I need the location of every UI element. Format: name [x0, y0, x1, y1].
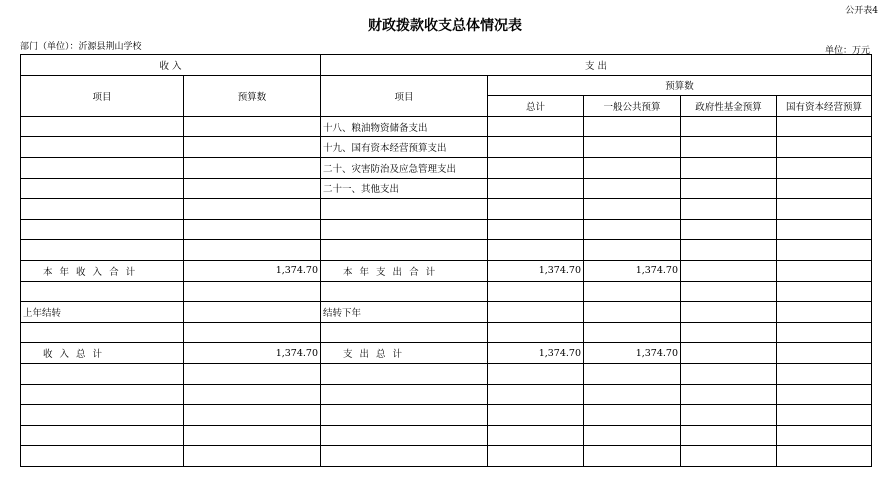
total-cell: [488, 363, 584, 384]
fund-budget-cell: [681, 302, 777, 323]
page-title: 财政拨款收支总体情况表: [368, 18, 522, 34]
total-cell: [488, 405, 584, 426]
table-row: [21, 178, 872, 199]
table-row: [21, 322, 872, 343]
general-budget-cell: [584, 322, 681, 343]
soe-budget-header: 国有资本经营预算: [777, 96, 872, 117]
income-budget-cell: [184, 219, 321, 240]
table-row: [21, 302, 872, 323]
general-budget-cell: [584, 384, 681, 405]
income-budget-cell: [184, 137, 321, 158]
general-budget-cell: [584, 281, 681, 302]
income-item-cell: 收 入 总 计: [21, 343, 184, 364]
general-budget-header: 一般公共预算: [584, 96, 681, 117]
income-item-cell: 上年结转: [21, 302, 184, 323]
income-item-cell: [21, 281, 184, 302]
income-budget-cell: [184, 446, 321, 467]
soe-budget-cell: [777, 343, 872, 364]
income-item-cell: [21, 137, 184, 158]
income-budget-cell: [184, 302, 321, 323]
income-budget-cell: [184, 157, 321, 178]
soe-budget-cell: [777, 157, 872, 178]
income-item-cell: [21, 240, 184, 261]
expense-budget-group-header: 预算数: [488, 75, 872, 96]
soe-budget-cell: [777, 446, 872, 467]
expense-item-cell: 二十一、其他支出: [321, 178, 488, 199]
general-budget-cell: [584, 240, 681, 261]
income-budget-cell: [184, 405, 321, 426]
expense-item-cell: 本 年 支 出 合 计: [321, 260, 488, 281]
income-budget-cell: [184, 281, 321, 302]
fund-budget-cell: [681, 178, 777, 199]
income-budget-cell: [184, 178, 321, 199]
general-budget-cell: 1,374.70: [584, 260, 681, 281]
general-budget-cell: [584, 178, 681, 199]
table-row: [21, 343, 872, 364]
total-header: 总计: [488, 96, 584, 117]
table-row: [21, 116, 872, 137]
soe-budget-cell: [777, 240, 872, 261]
general-budget-cell: 1,374.70: [584, 343, 681, 364]
income-budget-cell: 1,374.70: [184, 260, 321, 281]
income-item-cell: [21, 116, 184, 137]
expense-item-cell: [321, 384, 488, 405]
general-budget-cell: [584, 157, 681, 178]
fund-budget-cell: [681, 281, 777, 302]
income-budget-cell: [184, 425, 321, 446]
income-item-cell: [21, 384, 184, 405]
soe-budget-cell: [777, 199, 872, 220]
expense-item-cell: [321, 219, 488, 240]
table-row: [21, 219, 872, 240]
soe-budget-cell: [777, 405, 872, 426]
expense-item-cell: [321, 363, 488, 384]
income-item-cell: [21, 199, 184, 220]
expense-item-cell: [321, 446, 488, 467]
income-item-cell: [21, 405, 184, 426]
expense-item-cell: [321, 322, 488, 343]
soe-budget-cell: [777, 178, 872, 199]
soe-budget-cell: [777, 302, 872, 323]
income-item-cell: [21, 363, 184, 384]
income-budget-cell: [184, 384, 321, 405]
fund-budget-cell: [681, 322, 777, 343]
income-item-cell: 本 年 收 入 合 计: [21, 260, 184, 281]
general-budget-cell: [584, 446, 681, 467]
expense-group-header: 支 出: [321, 55, 872, 76]
general-budget-cell: [584, 219, 681, 240]
income-item-cell: [21, 157, 184, 178]
general-budget-cell: [584, 405, 681, 426]
expense-item-cell: [321, 199, 488, 220]
general-budget-cell: [584, 425, 681, 446]
unit-label: 单位：万元: [824, 46, 870, 56]
income-budget-cell: [184, 240, 321, 261]
income-item-cell: [21, 219, 184, 240]
total-cell: [488, 322, 584, 343]
total-cell: [488, 446, 584, 467]
total-cell: [488, 199, 584, 220]
table-row: [21, 260, 872, 281]
table-row: [21, 425, 872, 446]
soe-budget-cell: [777, 116, 872, 137]
expense-item-cell: 二十、灾害防治及应急管理支出: [321, 157, 488, 178]
general-budget-cell: [584, 116, 681, 137]
expense-item-cell: 十八、粮油物资储备支出: [321, 116, 488, 137]
fund-budget-cell: [681, 199, 777, 220]
fund-budget-header: 政府性基金预算: [681, 96, 777, 117]
fund-budget-cell: [681, 425, 777, 446]
fund-budget-cell: [681, 116, 777, 137]
budget-table: [20, 54, 872, 467]
expense-item-cell: 支 出 总 计: [321, 343, 488, 364]
expense-item-cell: [321, 281, 488, 302]
total-cell: 1,374.70: [488, 343, 584, 364]
fund-budget-cell: [681, 405, 777, 426]
income-budget-cell: [184, 363, 321, 384]
table-body: [21, 116, 872, 466]
fund-budget-cell: [681, 343, 777, 364]
soe-budget-cell: [777, 363, 872, 384]
fund-budget-cell: [681, 363, 777, 384]
fund-budget-cell: [681, 446, 777, 467]
fund-budget-cell: [681, 137, 777, 158]
corner-tag: 公开表4: [845, 6, 878, 16]
total-cell: [488, 240, 584, 261]
fund-budget-cell: [681, 260, 777, 281]
general-budget-cell: [584, 137, 681, 158]
total-cell: [488, 116, 584, 137]
expense-item-cell: 十九、国有资本经营预算支出: [321, 137, 488, 158]
income-budget-header: 预算数: [184, 75, 321, 116]
table-row: [21, 157, 872, 178]
table-row: [21, 199, 872, 220]
soe-budget-cell: [777, 384, 872, 405]
soe-budget-cell: [777, 322, 872, 343]
fund-budget-cell: [681, 157, 777, 178]
income-budget-cell: [184, 322, 321, 343]
total-cell: [488, 302, 584, 323]
income-budget-cell: [184, 199, 321, 220]
expense-item-cell: [321, 405, 488, 426]
fund-budget-cell: [681, 384, 777, 405]
general-budget-cell: [584, 363, 681, 384]
soe-budget-cell: [777, 219, 872, 240]
income-group-header: 收 入: [21, 55, 321, 76]
total-cell: [488, 384, 584, 405]
general-budget-cell: [584, 302, 681, 323]
fund-budget-cell: [681, 240, 777, 261]
table-row: [21, 363, 872, 384]
table-row: [21, 137, 872, 158]
table-row: [21, 240, 872, 261]
expense-item-cell: 结转下年: [321, 302, 488, 323]
total-cell: [488, 281, 584, 302]
fund-budget-cell: [681, 219, 777, 240]
expense-item-cell: [321, 240, 488, 261]
expense-item-cell: [321, 425, 488, 446]
table-row: [21, 281, 872, 302]
total-cell: [488, 219, 584, 240]
general-budget-cell: [584, 199, 681, 220]
soe-budget-cell: [777, 137, 872, 158]
soe-budget-cell: [777, 425, 872, 446]
total-cell: 1,374.70: [488, 260, 584, 281]
total-cell: [488, 425, 584, 446]
income-item-cell: [21, 178, 184, 199]
soe-budget-cell: [777, 281, 872, 302]
income-item-cell: [21, 322, 184, 343]
income-item-cell: [21, 425, 184, 446]
income-item-header: 项目: [21, 75, 184, 116]
total-cell: [488, 178, 584, 199]
income-budget-cell: 1,374.70: [184, 343, 321, 364]
income-budget-cell: [184, 116, 321, 137]
table-row: [21, 405, 872, 426]
total-cell: [488, 137, 584, 158]
table-row: [21, 384, 872, 405]
department-label: 部门（单位）：沂源县荆山学校: [20, 42, 142, 52]
income-item-cell: [21, 446, 184, 467]
total-cell: [488, 157, 584, 178]
expense-item-header: 项目: [321, 75, 488, 116]
table-row: [21, 446, 872, 467]
soe-budget-cell: [777, 260, 872, 281]
